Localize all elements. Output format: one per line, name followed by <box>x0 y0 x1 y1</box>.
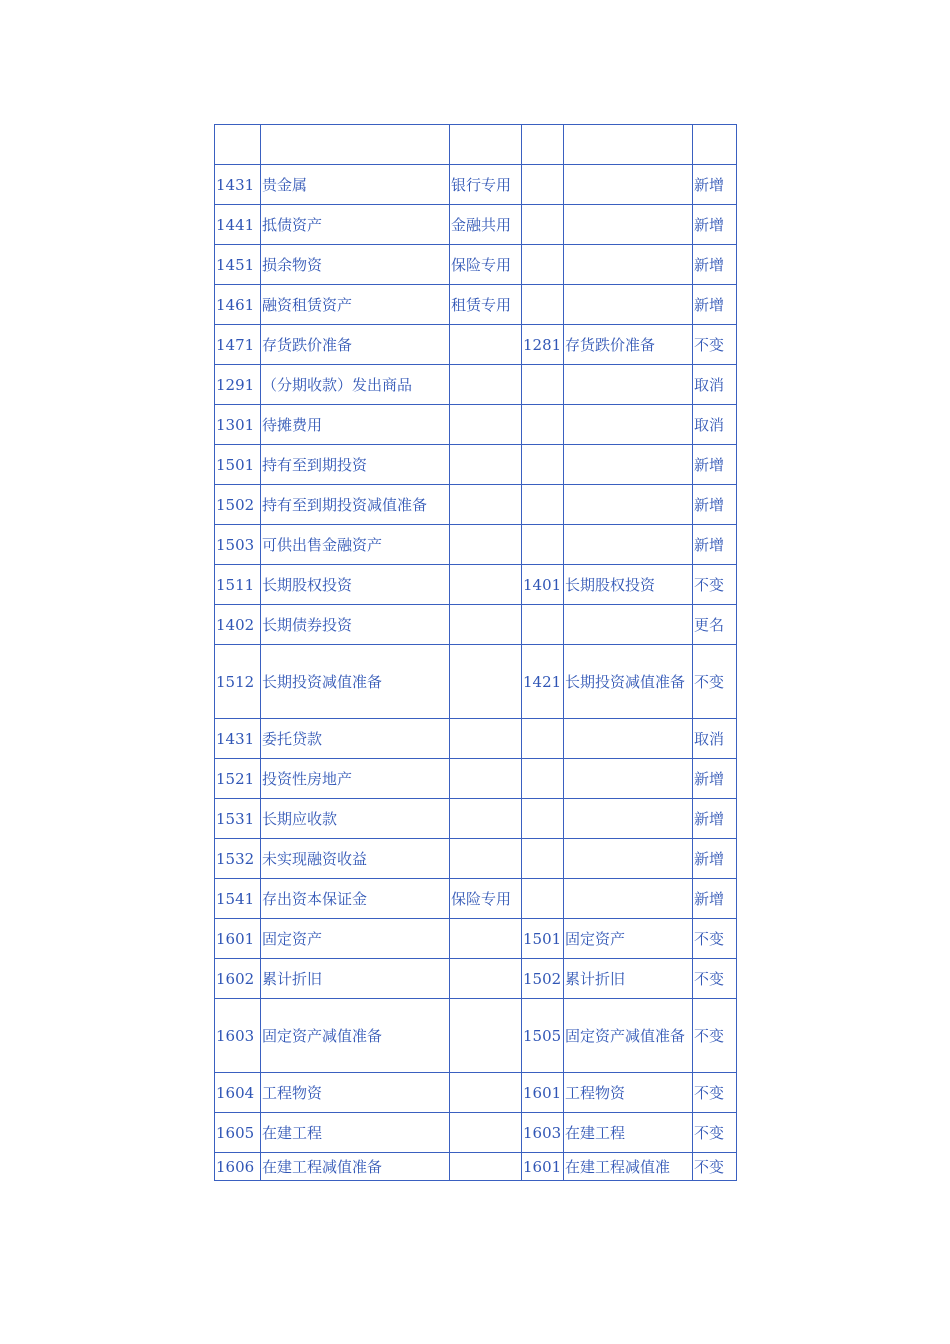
old-account-code-cell <box>522 285 564 325</box>
old-account-code-cell <box>522 839 564 879</box>
applicable-scope-cell <box>450 485 522 525</box>
table-row <box>215 1113 737 1153</box>
applicable-scope-cell: 金融共用 <box>450 205 522 245</box>
applicable-scope-cell <box>450 719 522 759</box>
account-name-cell: 可供出售金融资产 <box>261 525 450 565</box>
account-name-cell: （分期收款）发出商品 <box>261 365 450 405</box>
account-name-cell: 委托贷款 <box>261 719 450 759</box>
old-account-code-cell <box>522 245 564 285</box>
old-account-name-cell: 长期投资减值准备 <box>564 645 693 719</box>
change-status-cell: 不变 <box>693 1073 737 1113</box>
old-account-name-cell <box>564 445 693 485</box>
old-account-name-cell <box>564 799 693 839</box>
account-name-cell: 固定资产 <box>261 919 450 959</box>
table-row <box>215 485 737 525</box>
change-status-cell: 新增 <box>693 205 737 245</box>
table-body <box>215 125 737 1181</box>
old-account-name-cell <box>564 525 693 565</box>
table-row <box>215 405 737 445</box>
table-row <box>215 959 737 999</box>
account-name-cell <box>261 125 450 165</box>
old-account-code-cell <box>522 719 564 759</box>
table-row <box>215 879 737 919</box>
account-name-cell: 贵金属 <box>261 165 450 205</box>
account-code-cell: 1531 <box>215 799 261 839</box>
table-row <box>215 839 737 879</box>
account-name-cell: 融资租赁资产 <box>261 285 450 325</box>
old-account-name-cell <box>564 365 693 405</box>
table-row <box>215 205 737 245</box>
account-code-cell: 1541 <box>215 879 261 919</box>
account-code-cell: 1606 <box>215 1153 261 1181</box>
account-code-cell: 1512 <box>215 645 261 719</box>
old-account-name-cell: 在建工程 <box>564 1113 693 1153</box>
change-status-cell: 不变 <box>693 645 737 719</box>
account-name-cell: 在建工程 <box>261 1113 450 1153</box>
applicable-scope-cell <box>450 999 522 1073</box>
old-account-name-cell <box>564 205 693 245</box>
old-account-name-cell: 累计折旧 <box>564 959 693 999</box>
change-status-cell: 不变 <box>693 919 737 959</box>
applicable-scope-cell <box>450 919 522 959</box>
change-status-cell: 更名 <box>693 605 737 645</box>
old-account-code-cell <box>522 879 564 919</box>
account-name-cell: 工程物资 <box>261 1073 450 1113</box>
account-code-cell: 1602 <box>215 959 261 999</box>
change-status-cell: 新增 <box>693 879 737 919</box>
account-code-cell: 1601 <box>215 919 261 959</box>
account-name-cell: 投资性房地产 <box>261 759 450 799</box>
account-name-cell: 损余物资 <box>261 245 450 285</box>
change-status-cell: 取消 <box>693 365 737 405</box>
account-name-cell: 存出资本保证金 <box>261 879 450 919</box>
applicable-scope-cell <box>450 605 522 645</box>
change-status-cell: 新增 <box>693 799 737 839</box>
old-account-code-cell <box>522 365 564 405</box>
applicable-scope-cell <box>450 645 522 719</box>
account-code-cell: 1402 <box>215 605 261 645</box>
account-code-cell: 1521 <box>215 759 261 799</box>
old-account-name-cell <box>564 485 693 525</box>
old-account-name-cell <box>564 285 693 325</box>
old-account-code-cell <box>522 485 564 525</box>
account-name-cell: 在建工程减值准备 <box>261 1153 450 1181</box>
applicable-scope-cell <box>450 125 522 165</box>
applicable-scope-cell <box>450 799 522 839</box>
change-status-cell: 新增 <box>693 245 737 285</box>
account-name-cell: 未实现融资收益 <box>261 839 450 879</box>
old-account-name-cell <box>564 759 693 799</box>
account-name-cell: 长期债券投资 <box>261 605 450 645</box>
account-code-cell: 1532 <box>215 839 261 879</box>
table-row <box>215 445 737 485</box>
table-row <box>215 799 737 839</box>
old-account-code-cell: 1601 <box>522 1153 564 1181</box>
account-name-cell: 存货跌价准备 <box>261 325 450 365</box>
table-row <box>215 999 737 1073</box>
table-row <box>215 919 737 959</box>
old-account-name-cell: 固定资产 <box>564 919 693 959</box>
old-account-name-cell <box>564 839 693 879</box>
old-account-name-cell: 工程物资 <box>564 1073 693 1113</box>
old-account-name-cell <box>564 605 693 645</box>
account-name-cell: 待摊费用 <box>261 405 450 445</box>
account-code-cell: 1291 <box>215 365 261 405</box>
table-row <box>215 245 737 285</box>
old-account-code-cell <box>522 759 564 799</box>
old-account-code-cell <box>522 605 564 645</box>
old-account-name-cell: 在建工程减值准 <box>564 1153 693 1181</box>
change-status-cell: 取消 <box>693 405 737 445</box>
table-row <box>215 1073 737 1113</box>
table-row <box>215 125 737 165</box>
account-name-cell: 持有至到期投资 <box>261 445 450 485</box>
account-code-cell: 1471 <box>215 325 261 365</box>
table-row <box>215 325 737 365</box>
applicable-scope-cell <box>450 759 522 799</box>
account-name-cell: 长期应收款 <box>261 799 450 839</box>
change-status-cell: 不变 <box>693 999 737 1073</box>
account-code-cell: 1301 <box>215 405 261 445</box>
old-account-name-cell: 长期股权投资 <box>564 565 693 605</box>
change-status-cell: 新增 <box>693 839 737 879</box>
old-account-code-cell: 1505 <box>522 999 564 1073</box>
table-row <box>215 719 737 759</box>
change-status-cell: 不变 <box>693 325 737 365</box>
change-status-cell <box>693 125 737 165</box>
table-row <box>215 605 737 645</box>
applicable-scope-cell <box>450 405 522 445</box>
applicable-scope-cell <box>450 565 522 605</box>
change-status-cell: 新增 <box>693 165 737 205</box>
applicable-scope-cell <box>450 445 522 485</box>
old-account-code-cell: 1601 <box>522 1073 564 1113</box>
old-account-name-cell <box>564 719 693 759</box>
old-account-code-cell <box>522 445 564 485</box>
account-code-cell: 1431 <box>215 719 261 759</box>
change-status-cell: 不变 <box>693 1113 737 1153</box>
table-row <box>215 525 737 565</box>
old-account-name-cell <box>564 405 693 445</box>
change-status-cell: 不变 <box>693 959 737 999</box>
change-status-cell: 新增 <box>693 445 737 485</box>
applicable-scope-cell: 银行专用 <box>450 165 522 205</box>
account-code-cell <box>215 125 261 165</box>
table-row <box>215 759 737 799</box>
account-code-cell: 1503 <box>215 525 261 565</box>
account-mapping-table <box>214 124 737 1181</box>
change-status-cell: 不变 <box>693 565 737 605</box>
old-account-name-cell: 存货跌价准备 <box>564 325 693 365</box>
account-name-cell: 固定资产减值准备 <box>261 999 450 1073</box>
table-row <box>215 165 737 205</box>
table-row <box>215 565 737 605</box>
applicable-scope-cell <box>450 525 522 565</box>
account-code-cell: 1441 <box>215 205 261 245</box>
applicable-scope-cell <box>450 1113 522 1153</box>
old-account-name-cell <box>564 879 693 919</box>
old-account-code-cell <box>522 205 564 245</box>
change-status-cell: 新增 <box>693 285 737 325</box>
account-name-cell: 抵债资产 <box>261 205 450 245</box>
old-account-code-cell: 1421 <box>522 645 564 719</box>
old-account-code-cell <box>522 799 564 839</box>
applicable-scope-cell: 租赁专用 <box>450 285 522 325</box>
old-account-name-cell: 固定资产减值准备 <box>564 999 693 1073</box>
applicable-scope-cell <box>450 1073 522 1113</box>
table-row <box>215 645 737 719</box>
old-account-code-cell <box>522 525 564 565</box>
table-row <box>215 1153 737 1181</box>
change-status-cell: 取消 <box>693 719 737 759</box>
old-account-code-cell: 1502 <box>522 959 564 999</box>
change-status-cell: 不变 <box>693 1153 737 1181</box>
applicable-scope-cell <box>450 325 522 365</box>
old-account-code-cell: 1401 <box>522 565 564 605</box>
table-row <box>215 365 737 405</box>
account-name-cell: 长期股权投资 <box>261 565 450 605</box>
account-code-cell: 1603 <box>215 999 261 1073</box>
table-row <box>215 285 737 325</box>
applicable-scope-cell: 保险专用 <box>450 879 522 919</box>
account-code-cell: 1501 <box>215 445 261 485</box>
applicable-scope-cell <box>450 839 522 879</box>
applicable-scope-cell <box>450 365 522 405</box>
old-account-name-cell <box>564 125 693 165</box>
old-account-code-cell <box>522 405 564 445</box>
applicable-scope-cell <box>450 1153 522 1181</box>
account-code-cell: 1502 <box>215 485 261 525</box>
old-account-code-cell <box>522 125 564 165</box>
applicable-scope-cell <box>450 959 522 999</box>
old-account-name-cell <box>564 165 693 205</box>
old-account-code-cell: 1501 <box>522 919 564 959</box>
applicable-scope-cell: 保险专用 <box>450 245 522 285</box>
account-name-cell: 持有至到期投资减值准备 <box>261 485 450 525</box>
account-code-cell: 1605 <box>215 1113 261 1153</box>
old-account-code-cell <box>522 165 564 205</box>
change-status-cell: 新增 <box>693 759 737 799</box>
account-code-cell: 1461 <box>215 285 261 325</box>
old-account-code-cell: 1603 <box>522 1113 564 1153</box>
account-code-cell: 1511 <box>215 565 261 605</box>
change-status-cell: 新增 <box>693 525 737 565</box>
account-name-cell: 累计折旧 <box>261 959 450 999</box>
account-code-cell: 1604 <box>215 1073 261 1113</box>
old-account-code-cell: 1281 <box>522 325 564 365</box>
change-status-cell: 新增 <box>693 485 737 525</box>
account-code-cell: 1431 <box>215 165 261 205</box>
account-name-cell: 长期投资减值准备 <box>261 645 450 719</box>
account-code-cell: 1451 <box>215 245 261 285</box>
old-account-name-cell <box>564 245 693 285</box>
